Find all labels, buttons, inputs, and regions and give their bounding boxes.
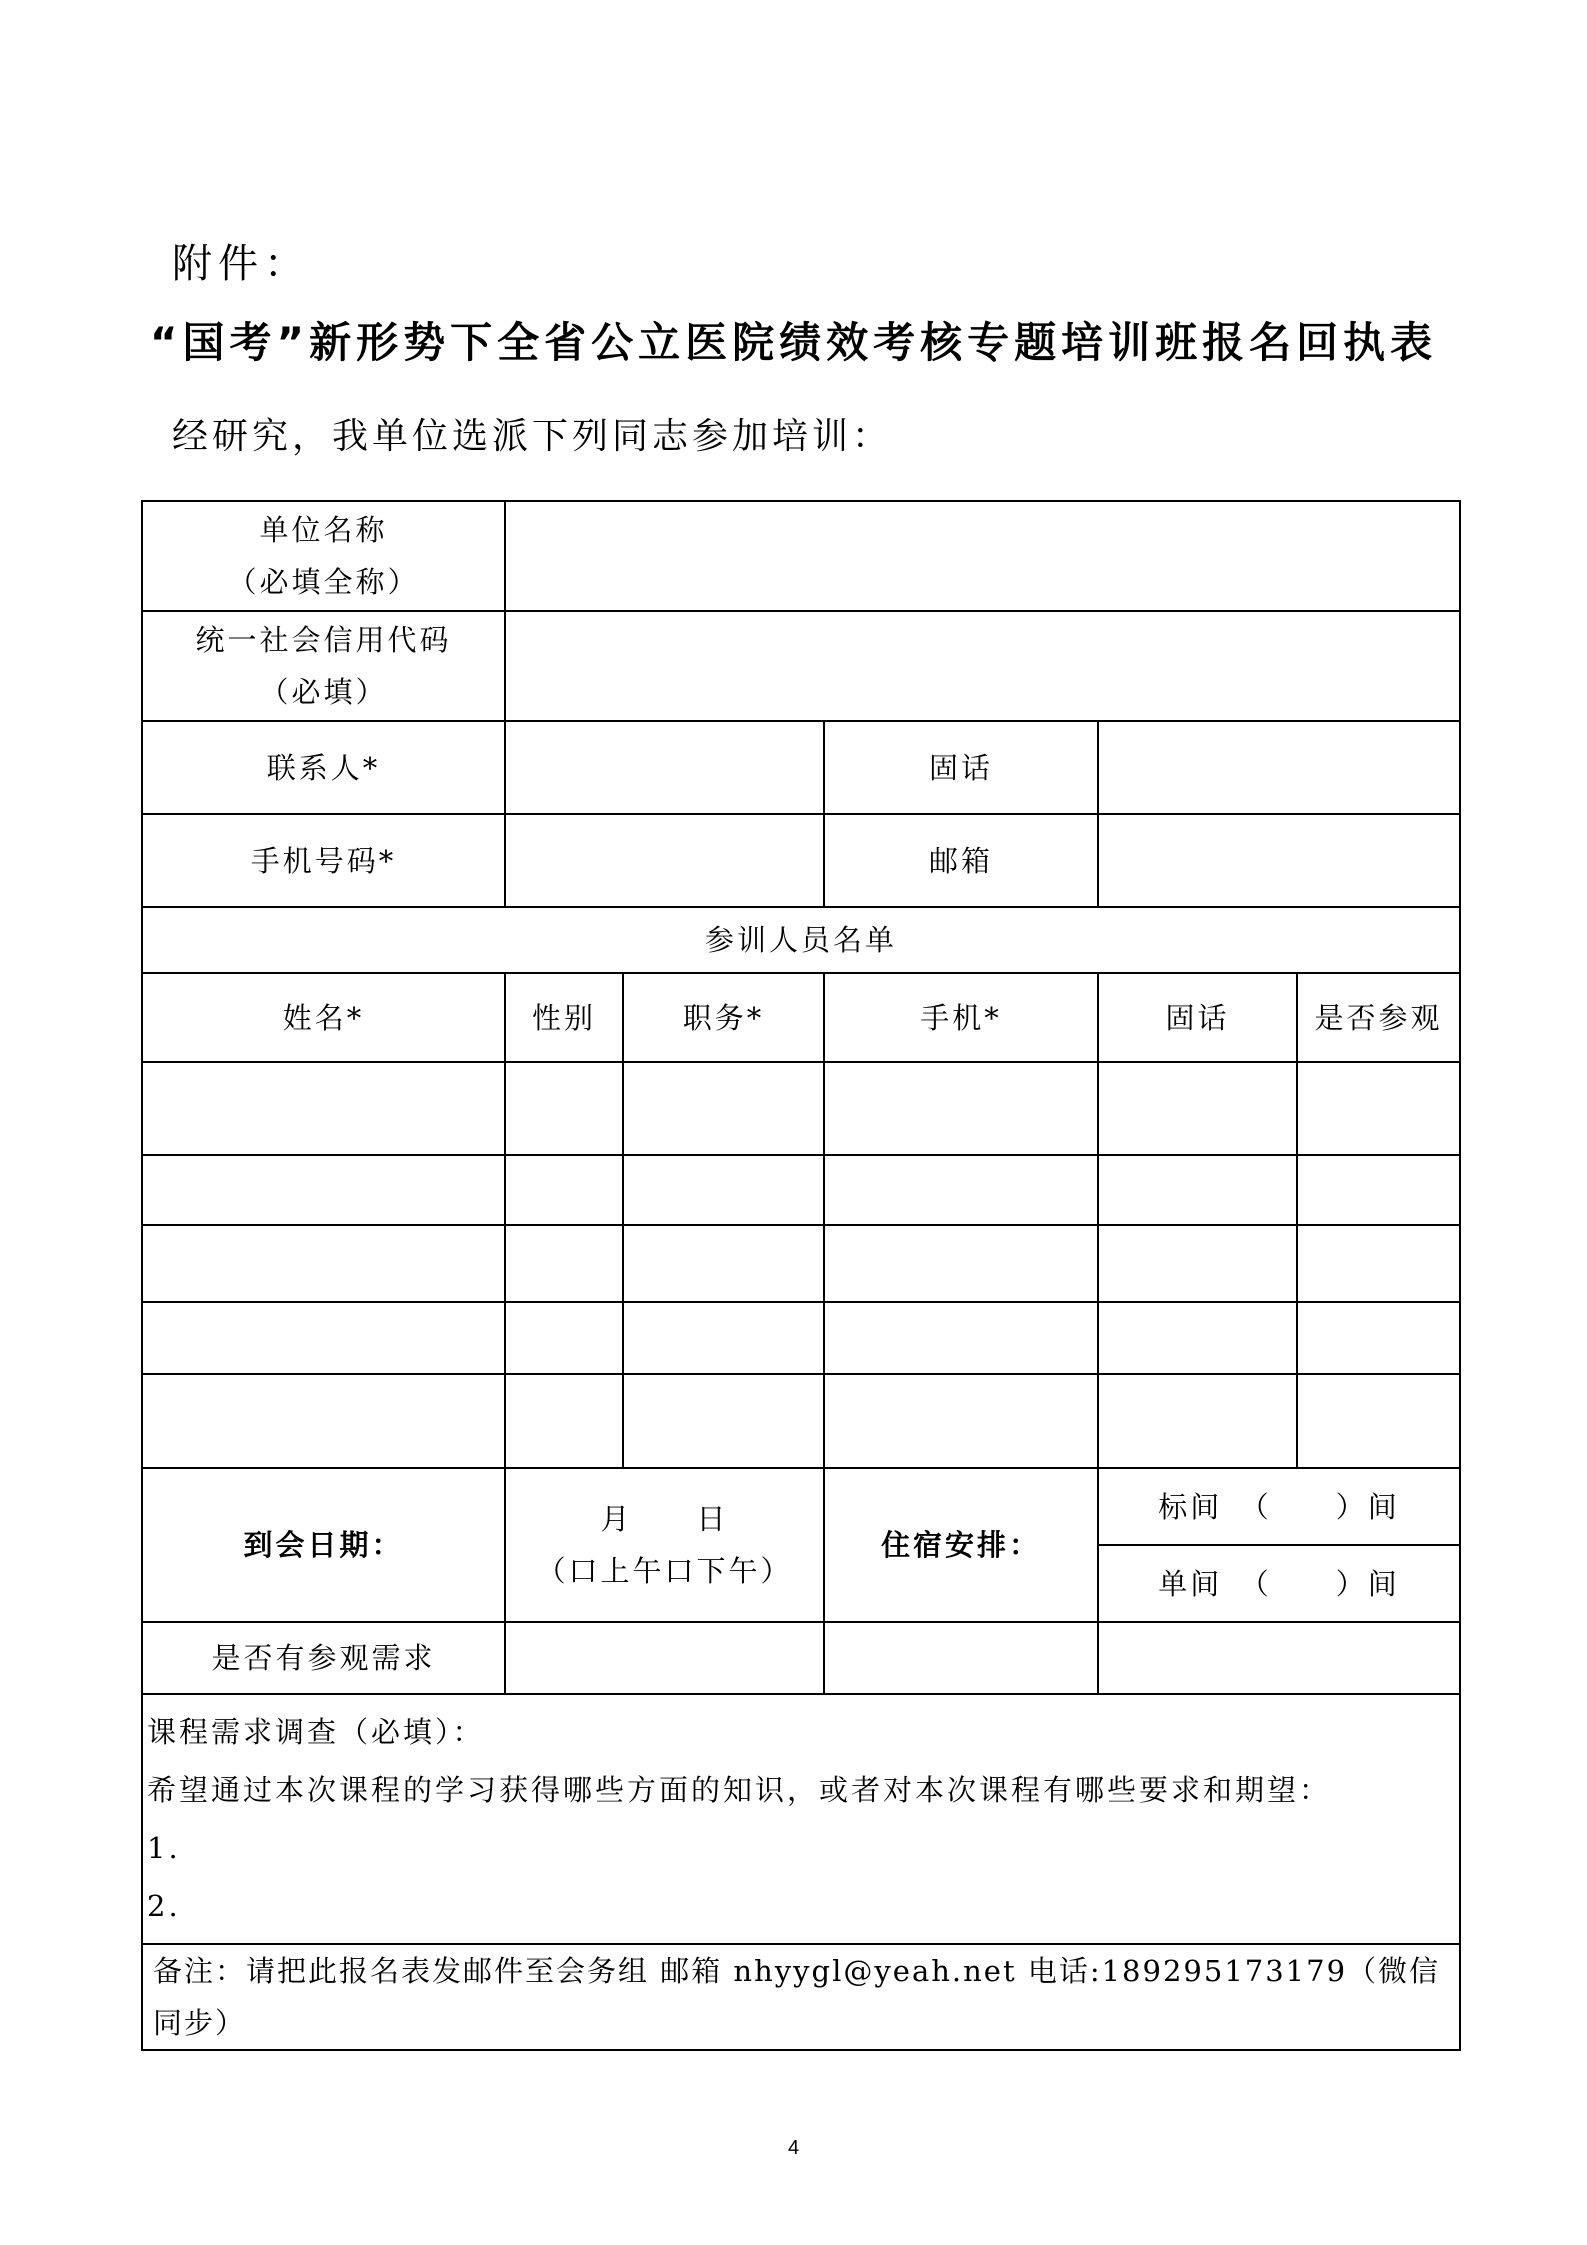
participant-landline-cell[interactable] — [1098, 1155, 1297, 1225]
participant-position-cell[interactable] — [623, 1374, 824, 1468]
participant-name-cell[interactable] — [142, 1225, 505, 1302]
participant-landline-cell[interactable] — [1098, 1225, 1297, 1302]
unit-name-row — [142, 501, 1460, 611]
participant-visit-cell[interactable] — [1297, 1225, 1460, 1302]
participant-visit-cell[interactable] — [1297, 1155, 1460, 1225]
participant-position-cell[interactable] — [623, 1225, 824, 1302]
participant-gender-cell[interactable] — [505, 1374, 623, 1468]
landline-label: 固话 — [824, 721, 1098, 814]
participant-row — [142, 1155, 1460, 1225]
email-field[interactable] — [1098, 814, 1460, 907]
contact-field[interactable] — [505, 721, 824, 814]
column-header-gender: 性别 — [505, 973, 623, 1062]
column-header-landline: 固话 — [1098, 973, 1297, 1062]
landline-field[interactable] — [1098, 721, 1460, 814]
participants-section-row — [142, 907, 1460, 973]
column-header-position: 职务* — [623, 973, 824, 1062]
participant-name-cell[interactable] — [142, 1155, 505, 1225]
credit-code-label: 统一社会信用代码 — [195, 623, 452, 657]
arrival-row — [142, 1468, 1460, 1622]
email-label: 邮箱 — [824, 814, 1098, 907]
participant-gender-cell[interactable] — [505, 1225, 623, 1302]
column-header-name: 姓名* — [142, 973, 505, 1062]
participant-position-cell[interactable] — [623, 1302, 824, 1374]
participant-row — [142, 1225, 1460, 1302]
participant-position-cell[interactable] — [623, 1062, 824, 1155]
participant-name-cell[interactable] — [142, 1062, 505, 1155]
credit-code-row — [142, 611, 1460, 721]
intro-text: 经研究，我单位选派下列同志参加培训： — [172, 416, 893, 457]
course-survey-cell[interactable] — [142, 1694, 1460, 1944]
participant-row — [142, 1374, 1460, 1468]
note-row — [142, 1944, 1460, 2050]
participant-visit-cell[interactable] — [1297, 1062, 1460, 1155]
registration-form-table — [141, 500, 1461, 2051]
visit-row — [142, 1622, 1460, 1694]
survey-item-2[interactable]: 2. — [147, 1889, 181, 1923]
unit-name-hint: （必填全称） — [227, 565, 420, 599]
arrival-time-options[interactable]: （口上午口下午） — [536, 1554, 793, 1588]
standard-room-option[interactable]: 标间 （ ）间 — [1158, 1489, 1400, 1524]
participant-gender-cell[interactable] — [505, 1062, 623, 1155]
participants-header-row — [142, 973, 1460, 1062]
participant-gender-cell[interactable] — [505, 1155, 623, 1225]
participant-landline-cell[interactable] — [1098, 1374, 1297, 1468]
visit-need-field[interactable] — [505, 1622, 824, 1694]
participant-landline-cell[interactable] — [1098, 1062, 1297, 1155]
mobile-field[interactable] — [505, 814, 824, 907]
participant-gender-cell[interactable] — [505, 1302, 623, 1374]
remark-note: 备注：请把此报名表发邮件至会务组 邮箱 nhyygl@yeah.net 电话:189295173179（微信同步） — [142, 1944, 1460, 2050]
visit-need-label: 是否有参观需求 — [142, 1622, 505, 1694]
form-title: “国考”新形势下全省公立医院绩效考核专题培训班报名回执表 — [149, 318, 1438, 367]
mobile-row — [142, 814, 1460, 907]
mobile-label: 手机号码* — [142, 814, 505, 907]
credit-code-hint: （必填） — [259, 675, 388, 709]
participant-row — [142, 1302, 1460, 1374]
arrival-date-field[interactable] — [505, 1468, 824, 1622]
credit-code-label-cell — [142, 611, 505, 721]
contact-label: 联系人* — [142, 721, 505, 814]
unit-name-label-cell — [142, 501, 505, 611]
participant-visit-cell[interactable] — [1297, 1374, 1460, 1468]
visit-extra-field-2[interactable] — [1098, 1622, 1460, 1694]
participant-name-cell[interactable] — [142, 1302, 505, 1374]
visit-extra-field-1[interactable] — [824, 1622, 1098, 1694]
participant-visit-cell[interactable] — [1297, 1302, 1460, 1374]
participant-mobile-cell[interactable] — [824, 1062, 1098, 1155]
participant-row — [142, 1062, 1460, 1155]
attachment-label: 附件： — [172, 241, 310, 287]
contact-row — [142, 721, 1460, 814]
survey-question: 希望通过本次课程的学习获得哪些方面的知识，或者对本次课程有哪些要求和期望： — [147, 1773, 1332, 1807]
single-room-option[interactable]: 单间 （ ）间 — [1099, 1544, 1459, 1621]
participant-mobile-cell[interactable] — [824, 1374, 1098, 1468]
participant-name-cell[interactable] — [142, 1374, 505, 1468]
participant-mobile-cell[interactable] — [824, 1155, 1098, 1225]
arrival-date-line: 月 日 — [600, 1502, 729, 1536]
unit-name-field[interactable] — [505, 501, 1460, 611]
lodging-options-cell — [1098, 1468, 1460, 1622]
credit-code-field[interactable] — [505, 611, 1460, 721]
participant-mobile-cell[interactable] — [824, 1302, 1098, 1374]
lodging-label: 住宿安排： — [824, 1468, 1098, 1622]
participant-position-cell[interactable] — [623, 1155, 824, 1225]
participant-landline-cell[interactable] — [1098, 1302, 1297, 1374]
participants-section-title: 参训人员名单 — [142, 907, 1460, 973]
page-number: 4 — [787, 2137, 800, 2159]
survey-item-1[interactable]: 1. — [147, 1831, 181, 1865]
column-header-mobile: 手机* — [824, 973, 1098, 1062]
participant-mobile-cell[interactable] — [824, 1225, 1098, 1302]
arrival-date-label: 到会日期： — [142, 1468, 505, 1622]
unit-name-label: 单位名称 — [259, 513, 388, 547]
survey-row — [142, 1694, 1460, 1944]
survey-title: 课程需求调查（必填）： — [147, 1715, 485, 1749]
column-header-visit: 是否参观 — [1297, 973, 1460, 1062]
